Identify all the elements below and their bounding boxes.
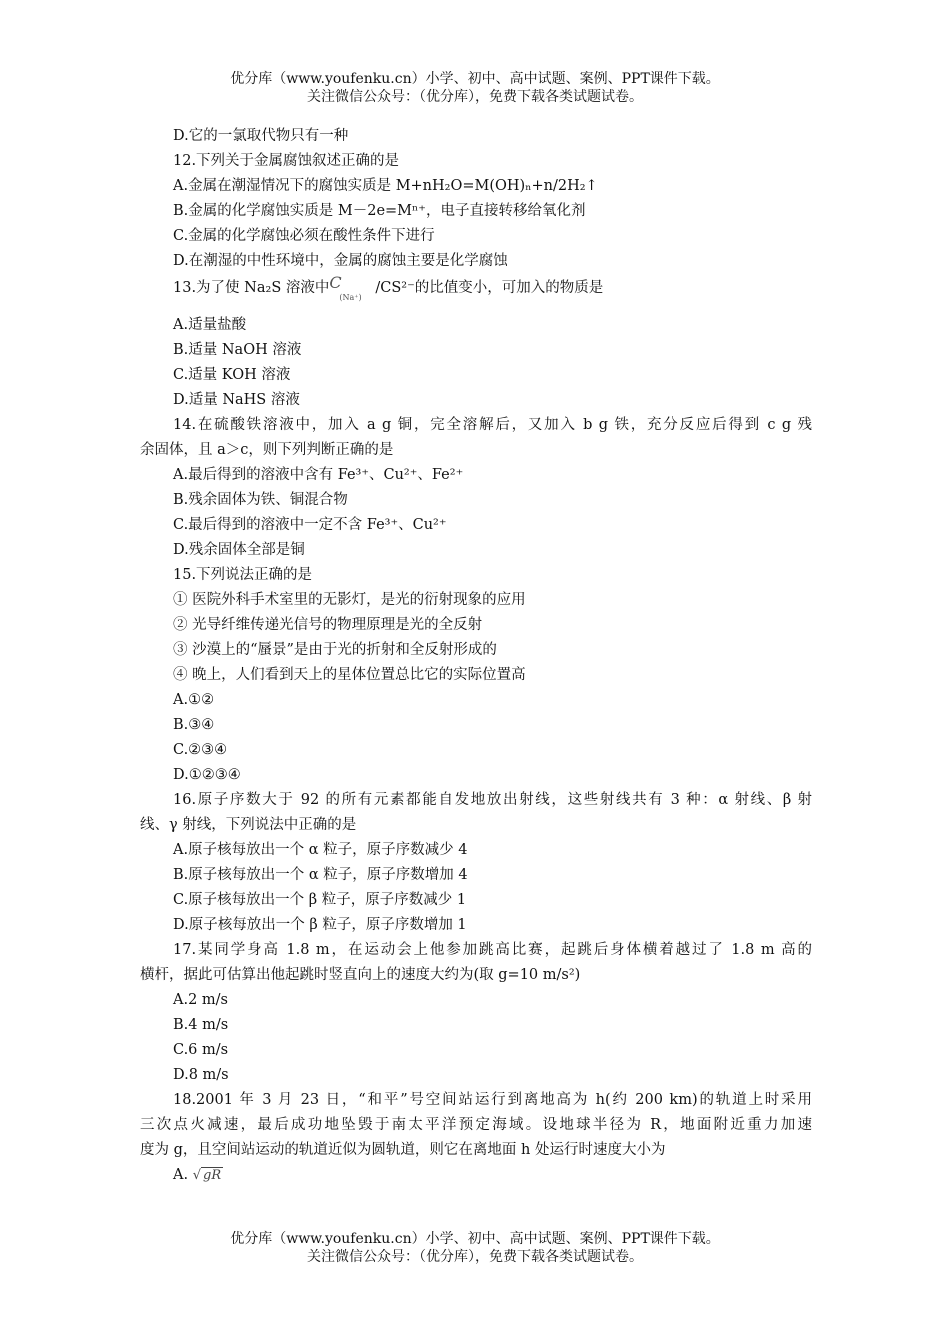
q14-option-b: B.残余固体为铁、铜混合物 — [173, 492, 348, 508]
q18-stem-line-2: 三次点火减速，最后成功地坠毁于南太平洋预定海域。设地球半径为 R，地面附近重力加速 — [140, 1117, 812, 1133]
q16-stem-line-1: 16.原子序数大于 92 的所有元素都能自发地放出射线，这些射线共有 3 种：α 射线、β 射 — [173, 792, 812, 808]
q17-stem-line-1: 17.某同学身高 1.8 m，在运动会上他参加跳高比赛，起跳后身体横着越过了 1.8 m 高的 — [173, 942, 812, 958]
q11-option-d: D.它的一氯取代物只有一种 — [173, 128, 349, 144]
q13-stem-post: /CS²⁻的比值变小，可加入的物质是 — [375, 280, 604, 296]
header-line-2: 关注微信公众号：（优分库），免费下载各类试题试卷。 — [307, 89, 643, 105]
q13-stem-pre: 13.为了使 Na₂S 溶液中 — [173, 280, 330, 296]
q12-option-d: D.在潮湿的中性环境中，金属的腐蚀主要是化学腐蚀 — [173, 253, 508, 269]
footer-line-1: 优分库（www.youfenku.cn）小学、初中、高中试题、案例、PPT课件下载。 — [230, 1231, 720, 1247]
q14-option-c: C.最后得到的溶液中一定不含 Fe³⁺、Cu²⁺ — [173, 517, 447, 533]
q16-option-b: B.原子核每放出一个 α 粒子，原子序数增加 4 — [173, 867, 468, 883]
q16-option-c: C.原子核每放出一个 β 粒子，原子序数减少 1 — [173, 892, 467, 908]
header-line-1: 优分库（www.youfenku.cn）小学、初中、高中试题、案例、PPT课件下载。 — [230, 71, 720, 87]
q12-option-b: B.金属的化学腐蚀实质是 M－2e=Mⁿ⁺，电子直接转移给氧化剂 — [173, 203, 586, 219]
q18-stem-line-1: 18.2001 年 3 月 23 日，“和平”号空间站运行到离地高为 h(约 200 km)的轨道上时采用 — [173, 1092, 812, 1108]
q14-stem-line-2: 余固体，且 a＞c，则下列判断正确的是 — [140, 442, 394, 458]
q18-option-a — [140, 1163, 812, 1188]
q14-option-d: D.残余固体全部是铜 — [173, 542, 305, 558]
q13-stem — [140, 274, 812, 313]
q14-option-a: A.最后得到的溶液中含有 Fe³⁺、Cu²⁺、Fe²⁺ — [173, 467, 464, 483]
concentration-ratio-formula — [329, 273, 375, 302]
q13-option-a: A.适量盐酸 — [173, 317, 247, 333]
q15-stem: 15.下列说法正确的是 — [173, 567, 313, 583]
q17-stem-line-2: 横杆，据此可估算出他起跳时竖直向上的速度大约为(取 g=10 m/s²) — [140, 967, 581, 983]
q17-option-c: C.6 m/s — [173, 1042, 229, 1058]
q17-option-b: B.4 m/s — [173, 1017, 229, 1033]
q15-statement-2: ② 光导纤维传递光信号的物理原理是光的全反射 — [173, 617, 483, 633]
sqrt-formula: √ gR — [192, 1168, 222, 1183]
document-body — [140, 124, 812, 1188]
page-header — [0, 70, 950, 106]
q12-option-c: C.金属的化学腐蚀必须在酸性条件下进行 — [173, 228, 435, 244]
q15-option-b: B.③④ — [173, 717, 215, 733]
q18-stem-line-3: 度为 g，且空间站运动的轨道近似为圆轨道，则它在离地面 h 处运行时速度大小为 — [140, 1142, 666, 1158]
q15-option-d: D.①②③④ — [173, 767, 241, 783]
sqrt-radicand: gR — [203, 1168, 222, 1183]
q12-stem: 12.下列关于金属腐蚀叙述正确的是 — [173, 153, 400, 169]
q13-option-d: D.适量 NaHS 溶液 — [173, 392, 300, 408]
q16-option-a: A.原子核每放出一个 α 粒子，原子序数减少 4 — [173, 842, 468, 858]
q12-option-a: A.金属在潮湿情况下的腐蚀实质是 M+nH₂O=M(OH)ₙ+n/2H₂↑ — [173, 178, 598, 194]
q17-option-d: D.8 m/s — [173, 1067, 229, 1083]
q16-stem-line-2: 线、γ 射线，下列说法中正确的是 — [140, 817, 357, 833]
q15-statement-3: ③ 沙漠上的“蜃景”是由于光的折射和全反射形成的 — [173, 642, 497, 658]
q15-option-c: C.②③④ — [173, 742, 228, 758]
q13-option-c: C.适量 KOH 溶液 — [173, 367, 291, 383]
q17-option-a: A.2 m/s — [173, 992, 228, 1008]
q15-option-a: A.①② — [173, 692, 215, 708]
q14-stem-line-1: 14.在硫酸铁溶液中，加入 a g 铜，完全溶解后，又加入 b g 铁，充分反应后得到 c g 残 — [173, 417, 812, 433]
q16-option-d: D.原子核每放出一个 β 粒子，原子序数增加 1 — [173, 917, 467, 933]
footer-line-2: 关注微信公众号：（优分库），免费下载各类试题试卷。 — [307, 1249, 643, 1265]
page-footer — [0, 1230, 950, 1266]
formula-subscript: (Na⁺) — [339, 293, 362, 302]
q15-statement-4: ④ 晚上，人们看到天上的星体位置总比它的实际位置高 — [173, 667, 526, 683]
q13-option-b: B.适量 NaOH 溶液 — [173, 342, 302, 358]
q18-option-a-label: A. — [173, 1167, 189, 1183]
formula-c: C — [329, 273, 342, 292]
q15-statement-1: ① 医院外科手术室里的无影灯，是光的衍射现象的应用 — [173, 592, 526, 608]
